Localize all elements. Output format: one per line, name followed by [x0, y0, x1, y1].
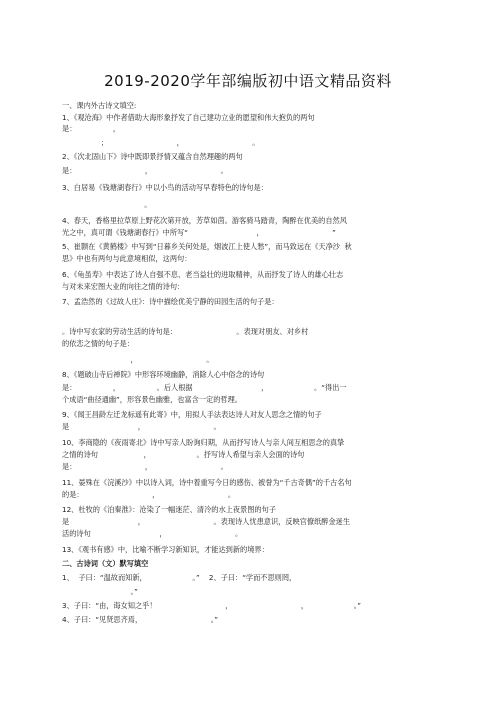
question-line: 8、《题破山寺后禅院》中形容环境幽静，消除人心中俗念的诗句 — [62, 370, 265, 379]
question-line: 7、孟浩然的《过故人庄》：诗中描绘优美宁静的田园生活的句子是： — [62, 297, 279, 306]
question-line: 10、李商隐的《夜雨寄北》诗中写亲人盼询归期，从而抒写诗人与亲人间互相思念的真挚 — [62, 438, 345, 447]
section-heading-1: 一、课内外古诗文填空: — [62, 101, 137, 110]
question-line: 是 ， 。 — [62, 422, 221, 431]
question-line: 3、白居易《钱塘湖春行》中以小鸟的活动写早春特色的诗句是： — [62, 183, 268, 192]
question-line: 1、《观沧海》中作者借助大海形象抒发了自己建功立业的愿望和伟大抱负的两句 — [62, 113, 315, 122]
question-line: 9、《闻王昌龄左迁龙标遥有此寄》中，用拟人手法表达诗人对友人思念之情的句子 — [62, 410, 322, 419]
question-line: 6、《龟虽寿》中表达了诗人自强不息、老当益壮的进取精神，从而抒发了诗人的雄心壮志 — [62, 270, 344, 279]
question-line: 是： ， 。后人根据 ， 。“得出一 — [62, 383, 347, 392]
question-line: ， 。 — [62, 355, 214, 364]
question-line: 4、春天，香格里拉草原上野花次第开放，芳草如茵。游客骑马踏青，陶醉在优美的自然风 — [62, 216, 347, 225]
question-line: 的依恋之情的句子是： — [62, 339, 134, 348]
question-line: 是 ， 。表现诗人忧患意识，反映官僚纸醉金迷生 — [62, 517, 351, 526]
question-line: 之情的诗句 ， 。抒写诗人希望与亲人会面的诗句 — [62, 450, 305, 459]
section-heading-2: 二、古诗词（文）默写填空 — [62, 559, 149, 568]
question-line: 思》中也有两句与此意境相似，这两句： — [62, 254, 192, 263]
question-line: 的是： ， 。 — [62, 490, 236, 499]
question-line: ； ， 。 — [62, 138, 260, 147]
question-line: 3、子曰：“由，诲女知之乎！ ， ， 。” — [62, 601, 362, 610]
question-line: 是： ， 。 — [62, 462, 228, 471]
question-line: 个成语“曲径通幽”，形容景色幽雅，也富含一定的哲理。 — [62, 395, 242, 404]
question-line: 是： ， — [62, 124, 121, 133]
document-title: 2019-2020学年部编版初中语文精品资料 — [104, 72, 392, 90]
question-line: 12、杜牧的《泊秦淮》：沧染了一幅迷茫、清冷的水上夜景图的句子 — [62, 505, 276, 514]
question-line: 是： ， 。 — [62, 166, 228, 175]
question-line: 光之中，真可谓《钱塘湖春行》中所写“ ， ” — [62, 228, 336, 237]
question-line: 11、晏殊在《浣溪沙》中以诗入词，诗中着重写今日的感伤、被誉为“千古奇偶”的千古名句 — [62, 478, 352, 487]
question-line: 。诗中写农家的劳动生活的诗句是： 。表现对朋友、对乡村 — [62, 327, 309, 336]
question-line: 。” — [62, 587, 138, 596]
question-line: 13、《观书有感》中，比喻不断学习新知识，才能达到新的境界： — [62, 545, 269, 554]
question-line: 5、崔颢在《黄鹤楼》中写到“日暮乡关何处是，烟波江上使人愁”，而马致远在《天净沙 秋 — [62, 242, 352, 251]
question-line: 1、 子曰：“温故而知新， 。” 2、子曰：“学而不思则罔， — [62, 573, 297, 582]
question-line: 2、《次北固山下》诗中既即景抒情又蕴含自然理趣的两句 — [62, 152, 243, 161]
question-line: 4、子曰：“见贤思齐焉， 。” — [62, 615, 219, 624]
question-line: 活的诗句 ， 。 — [62, 529, 243, 538]
question-line: 。 — [62, 200, 152, 209]
question-line: 与对未来宏图大业的向往之情的诗句： — [62, 282, 185, 291]
